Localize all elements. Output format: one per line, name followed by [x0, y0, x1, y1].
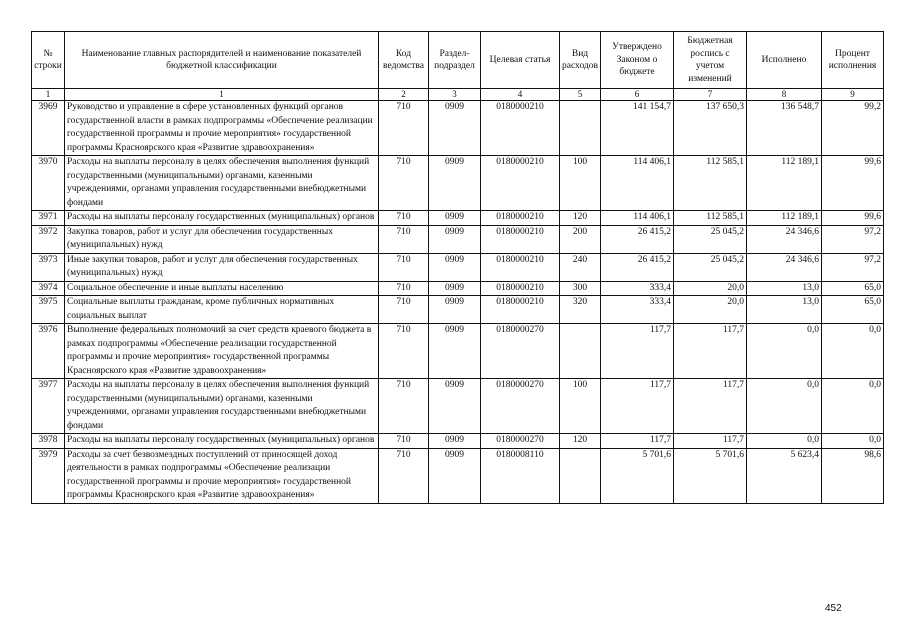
table-row [32, 379, 884, 434]
header-section: Раздел-подраздел [429, 32, 481, 89]
row-expense-type: 100 [560, 379, 601, 434]
row-dept-code: 710 [379, 101, 429, 156]
row-number: 3973 [32, 253, 65, 281]
row-number: 3976 [32, 324, 65, 379]
row-schedule: 25 045,2 [674, 225, 747, 253]
row-name: Расходы на выплаты персоналу государственных (муниципальных) органов [65, 434, 379, 449]
row-section: 0909 [429, 101, 481, 156]
row-approved: 141 154,7 [601, 101, 674, 156]
row-schedule: 117,7 [674, 324, 747, 379]
row-number: 3970 [32, 156, 65, 211]
row-expense-type: 200 [560, 225, 601, 253]
row-number: 3971 [32, 211, 65, 226]
row-executed: 5 623,4 [747, 448, 822, 503]
table-body [32, 101, 884, 504]
row-target-article: 0180008110 [481, 448, 560, 503]
row-expense-type [560, 448, 601, 503]
row-executed: 13,0 [747, 296, 822, 324]
row-target-article: 0180000270 [481, 434, 560, 449]
table-row [32, 324, 884, 379]
row-target-article: 0180000210 [481, 225, 560, 253]
row-schedule: 117,7 [674, 379, 747, 434]
row-name: Иные закупки товаров, работ и услуг для обеспечения государственных (муниципальных) нужд [65, 253, 379, 281]
table-row [32, 225, 884, 253]
row-name: Расходы на выплаты персоналу государственных (муниципальных) органов [65, 211, 379, 226]
row-dept-code: 710 [379, 281, 429, 296]
header-row-no: № строки [32, 32, 65, 89]
row-number: 3974 [32, 281, 65, 296]
row-target-article: 0180000270 [481, 324, 560, 379]
column-number: 3 [429, 89, 481, 101]
row-section: 0909 [429, 156, 481, 211]
row-dept-code: 710 [379, 156, 429, 211]
row-name: Расходы за счет безвозмездных поступлений от приносящей доход деятельности в рамках подпрограммы «Обеспечение реализации государственной программы и прочие мероприятия» государственной программы Красноярского края «Развитие здравоохранения» [65, 448, 379, 503]
row-schedule: 112 585,1 [674, 211, 747, 226]
row-target-article: 0180000210 [481, 281, 560, 296]
row-percent: 65,0 [822, 296, 884, 324]
row-name: Социальное обеспечение и иные выплаты населению [65, 281, 379, 296]
row-section: 0909 [429, 324, 481, 379]
table-row [32, 434, 884, 449]
row-schedule: 20,0 [674, 281, 747, 296]
row-executed: 0,0 [747, 434, 822, 449]
row-executed: 0,0 [747, 379, 822, 434]
row-executed: 136 548,7 [747, 101, 822, 156]
row-schedule: 20,0 [674, 296, 747, 324]
row-section: 0909 [429, 281, 481, 296]
row-dept-code: 710 [379, 324, 429, 379]
column-number: 9 [822, 89, 884, 101]
row-percent: 97,2 [822, 225, 884, 253]
row-approved: 333,4 [601, 281, 674, 296]
row-approved: 333,4 [601, 296, 674, 324]
row-executed: 112 189,1 [747, 156, 822, 211]
row-percent: 99,2 [822, 101, 884, 156]
row-number: 3977 [32, 379, 65, 434]
row-name: Расходы на выплаты персоналу в целях обеспечения выполнения функций государственными (муниципальными) органами, казенными учреждениями, органами управления государственными внебюджетными фондами [65, 156, 379, 211]
row-target-article: 0180000210 [481, 211, 560, 226]
row-number: 3979 [32, 448, 65, 503]
row-percent: 0,0 [822, 379, 884, 434]
row-dept-code: 710 [379, 434, 429, 449]
row-schedule: 112 585,1 [674, 156, 747, 211]
row-expense-type: 100 [560, 156, 601, 211]
row-target-article: 0180000210 [481, 101, 560, 156]
row-executed: 112 189,1 [747, 211, 822, 226]
row-target-article: 0180000210 [481, 253, 560, 281]
row-approved: 117,7 [601, 379, 674, 434]
header-expense-type: Вид расходов [560, 32, 601, 89]
row-target-article: 0180000270 [481, 379, 560, 434]
row-number: 3972 [32, 225, 65, 253]
row-approved: 26 415,2 [601, 253, 674, 281]
row-name: Закупка товаров, работ и услуг для обеспечения государственных (муниципальных) нужд [65, 225, 379, 253]
row-dept-code: 710 [379, 296, 429, 324]
row-name: Руководство и управление в сфере установленных функций органов государственной власти в рамках подпрограммы «Обеспечение реализации государственной программы и прочие мероприятия» государственной программы Красноярского края «Развитие здравоохранения» [65, 101, 379, 156]
row-expense-type [560, 101, 601, 156]
row-section: 0909 [429, 296, 481, 324]
column-number: 8 [747, 89, 822, 101]
row-dept-code: 710 [379, 448, 429, 503]
row-executed: 24 346,6 [747, 253, 822, 281]
row-dept-code: 710 [379, 225, 429, 253]
row-schedule: 25 045,2 [674, 253, 747, 281]
row-executed: 24 346,6 [747, 225, 822, 253]
row-name: Выполнение федеральных полномочий за счет средств краевого бюджета в рамках подпрограммы «Обеспечение реализации государственной программы и прочие мероприятия» государственной программы Красноярского края «Развитие здравоохранения» [65, 324, 379, 379]
row-dept-code: 710 [379, 253, 429, 281]
header-schedule: Бюджетная роспись с учетом изменений [674, 32, 747, 89]
budget-table [31, 31, 884, 504]
row-percent: 65,0 [822, 281, 884, 296]
row-percent: 0,0 [822, 434, 884, 449]
row-approved: 117,7 [601, 324, 674, 379]
row-schedule: 137 650,3 [674, 101, 747, 156]
row-section: 0909 [429, 379, 481, 434]
header-target-article: Целевая статья [481, 32, 560, 89]
column-number: 7 [674, 89, 747, 101]
row-section: 0909 [429, 225, 481, 253]
header-executed: Исполнено [747, 32, 822, 89]
row-expense-type: 120 [560, 211, 601, 226]
row-approved: 117,7 [601, 434, 674, 449]
row-percent: 97,2 [822, 253, 884, 281]
row-expense-type: 120 [560, 434, 601, 449]
header-dept-code: Код ведомства [379, 32, 429, 89]
table-row [32, 253, 884, 281]
row-number: 3978 [32, 434, 65, 449]
row-name: Социальные выплаты гражданам, кроме публичных нормативных социальных выплат [65, 296, 379, 324]
row-name: Расходы на выплаты персоналу в целях обеспечения выполнения функций государственными (муниципальными) органами, казенными учреждениями, органами управления государственными внебюджетными фондами [65, 379, 379, 434]
row-section: 0909 [429, 448, 481, 503]
header-approved: Утверждено Законом о бюджете [601, 32, 674, 89]
row-schedule: 117,7 [674, 434, 747, 449]
header-name: Наименование главных распорядителей и наименование показателей бюджетной классификации [65, 32, 379, 89]
column-number: 1 [65, 89, 379, 101]
row-percent: 98,6 [822, 448, 884, 503]
table-row [32, 281, 884, 296]
row-approved: 114 406,1 [601, 156, 674, 211]
column-number: 6 [601, 89, 674, 101]
column-number-row [32, 89, 884, 101]
table-row [32, 156, 884, 211]
row-expense-type [560, 324, 601, 379]
row-dept-code: 710 [379, 379, 429, 434]
row-number: 3975 [32, 296, 65, 324]
row-section: 0909 [429, 434, 481, 449]
table-row [32, 296, 884, 324]
row-schedule: 5 701,6 [674, 448, 747, 503]
column-number: 2 [379, 89, 429, 101]
row-expense-type: 320 [560, 296, 601, 324]
row-approved: 26 415,2 [601, 225, 674, 253]
row-section: 0909 [429, 253, 481, 281]
row-target-article: 0180000210 [481, 296, 560, 324]
row-number: 3969 [32, 101, 65, 156]
column-number: 1 [32, 89, 65, 101]
header-percent: Процент исполнения [822, 32, 884, 89]
table-row [32, 101, 884, 156]
column-number: 4 [481, 89, 560, 101]
row-expense-type: 240 [560, 253, 601, 281]
page-number: 452 [825, 603, 842, 614]
table-row [32, 448, 884, 503]
row-percent: 99,6 [822, 211, 884, 226]
row-percent: 0,0 [822, 324, 884, 379]
column-number: 5 [560, 89, 601, 101]
row-approved: 114 406,1 [601, 211, 674, 226]
row-section: 0909 [429, 211, 481, 226]
row-dept-code: 710 [379, 211, 429, 226]
row-target-article: 0180000210 [481, 156, 560, 211]
row-expense-type: 300 [560, 281, 601, 296]
row-executed: 13,0 [747, 281, 822, 296]
row-approved: 5 701,6 [601, 448, 674, 503]
row-executed: 0,0 [747, 324, 822, 379]
header-row [32, 32, 884, 89]
table-row [32, 211, 884, 226]
row-percent: 99,6 [822, 156, 884, 211]
